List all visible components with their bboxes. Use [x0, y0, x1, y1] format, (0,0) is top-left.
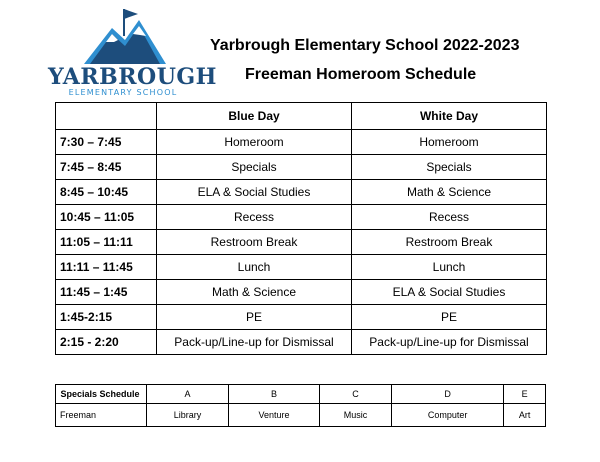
table-row	[56, 230, 547, 255]
blue-day-cell: PE	[157, 305, 352, 330]
logo-name: YARBROUGH	[48, 64, 217, 90]
page-title: Yarbrough Elementary School 2022-2023	[210, 37, 520, 54]
blue-day-cell: Specials	[157, 155, 352, 180]
table-row	[56, 130, 547, 155]
specials-cell: Library	[147, 404, 229, 427]
white-day-cell: Pack-up/Line-up for Dismissal	[352, 330, 547, 355]
specials-cell: Art	[504, 404, 546, 427]
specials-homeroom-name: Freeman	[56, 404, 147, 427]
specials-rotation-e: E	[504, 385, 546, 404]
specials-cell: Venture	[229, 404, 320, 427]
blue-day-cell: Pack-up/Line-up for Dismissal	[157, 330, 352, 355]
blue-day-cell: Restroom Break	[157, 230, 352, 255]
page-subtitle: Freeman Homeroom Schedule	[245, 66, 477, 83]
specials-rotation-d: D	[391, 385, 503, 404]
time-cell: 7:30 – 7:45	[56, 130, 157, 155]
time-cell: 7:45 – 8:45	[56, 155, 157, 180]
specials-header-row	[56, 385, 546, 404]
time-cell: 8:45 – 10:45	[56, 180, 157, 205]
blue-day-cell: ELA & Social Studies	[157, 180, 352, 205]
table-row	[56, 180, 547, 205]
table-row	[56, 280, 547, 305]
table-row	[56, 330, 547, 355]
table-row	[56, 155, 547, 180]
logo-subtitle: ELEMENTARY SCHOOL	[68, 88, 178, 97]
white-day-cell: Math & Science	[352, 180, 547, 205]
table-header-row	[56, 103, 547, 130]
blue-day-cell: Math & Science	[157, 280, 352, 305]
white-day-cell: Specials	[352, 155, 547, 180]
specials-rotation-c: C	[319, 385, 391, 404]
column-header-blue-day: Blue Day	[157, 103, 352, 130]
column-header	[56, 103, 157, 130]
white-day-cell: Lunch	[352, 255, 547, 280]
specials-rotation-b: B	[229, 385, 320, 404]
blue-day-cell: Recess	[157, 205, 352, 230]
school-logo	[48, 6, 217, 97]
specials-schedule-table	[55, 384, 546, 427]
white-day-cell: Homeroom	[352, 130, 547, 155]
time-cell: 1:45-2:15	[56, 305, 157, 330]
specials-rotation-a: A	[147, 385, 229, 404]
mountain-flag-icon	[84, 6, 166, 64]
time-cell: 11:45 – 1:45	[56, 280, 157, 305]
homeroom-schedule-table	[55, 102, 547, 355]
specials-cell: Music	[319, 404, 391, 427]
time-cell: 2:15 - 2:20	[56, 330, 157, 355]
table-row	[56, 205, 547, 230]
specials-header-label: Specials Schedule	[56, 385, 147, 404]
blue-day-cell: Homeroom	[157, 130, 352, 155]
blue-day-cell: Lunch	[157, 255, 352, 280]
white-day-cell: Restroom Break	[352, 230, 547, 255]
column-header-white-day: White Day	[352, 103, 547, 130]
white-day-cell: ELA & Social Studies	[352, 280, 547, 305]
time-cell: 11:11 – 11:45	[56, 255, 157, 280]
white-day-cell: Recess	[352, 205, 547, 230]
time-cell: 11:05 – 11:11	[56, 230, 157, 255]
specials-cell: Computer	[391, 404, 503, 427]
table-row	[56, 305, 547, 330]
time-cell: 10:45 – 11:05	[56, 205, 157, 230]
specials-row	[56, 404, 546, 427]
table-row	[56, 255, 547, 280]
white-day-cell: PE	[352, 305, 547, 330]
